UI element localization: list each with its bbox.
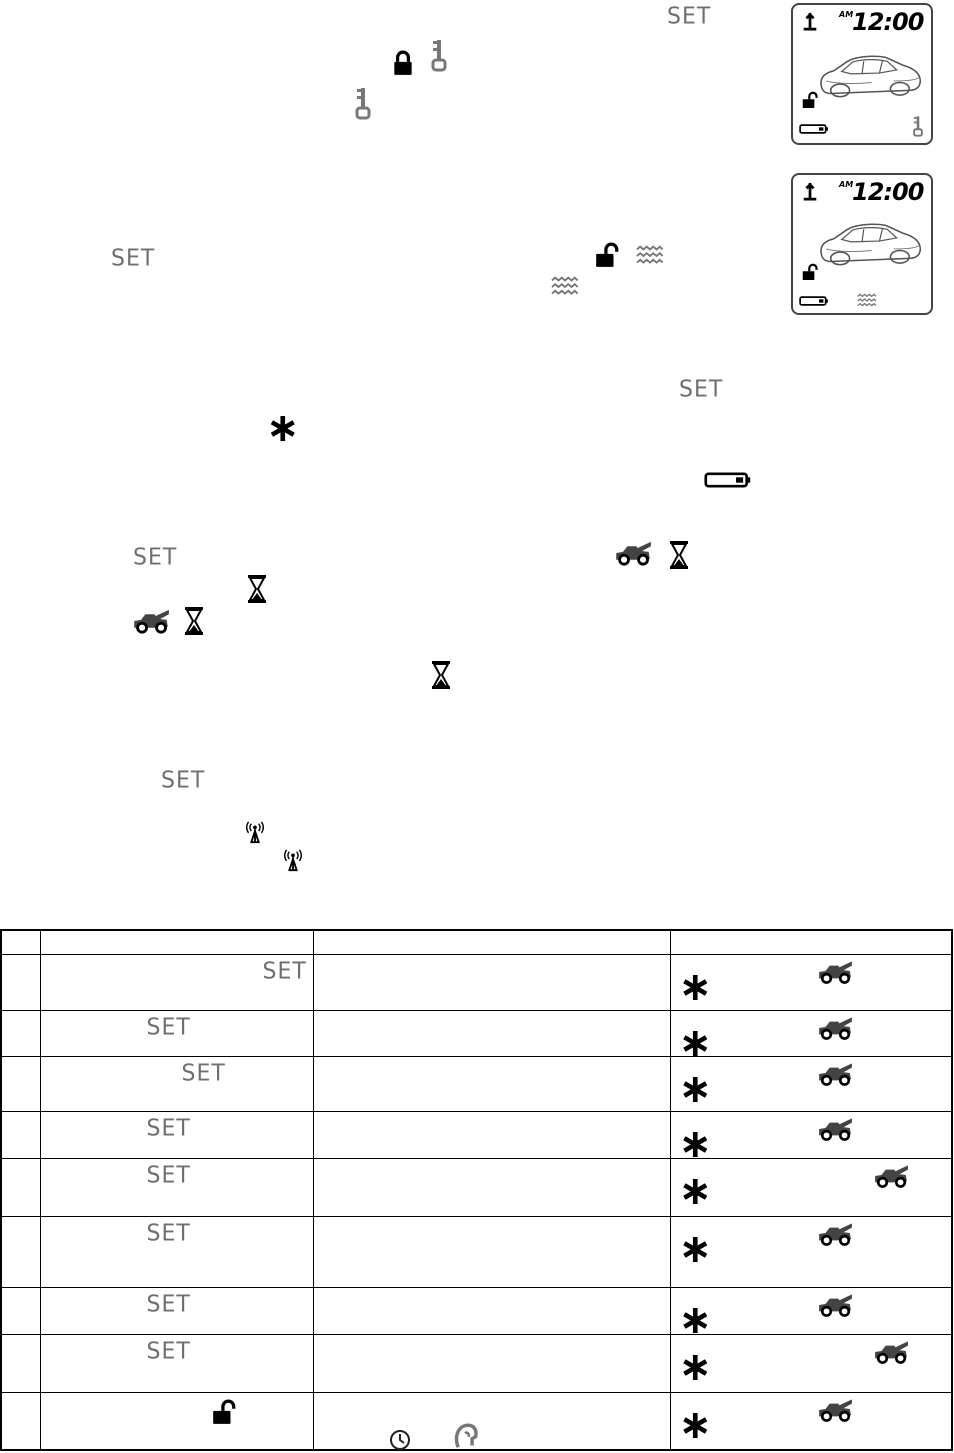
table-row [1,1158,952,1216]
battery-icon [704,470,752,490]
car-outline-icon [815,47,925,107]
table-cell [40,1334,313,1392]
joystick-icon [801,181,819,201]
table-cell [670,954,952,1010]
set-label: SET [262,957,307,985]
car-hood-icon [614,540,652,566]
table-cell [670,1158,952,1216]
table-cell [1,1010,40,1056]
set-label: SET [146,1161,191,1189]
table-row [1,954,952,1010]
table-cell [1,1216,40,1287]
car-hood-icon [817,1015,853,1041]
shock-sensor-waves-icon [636,245,664,267]
antenna-signal-icon [282,848,304,872]
set-label: SET [146,1219,191,1247]
set-label: SET [111,245,156,272]
asterisk-icon: ∗ [678,1225,713,1272]
car-hood-icon [873,1339,909,1365]
table-cell [1,1287,40,1334]
asterisk-icon: ∗ [678,1167,713,1214]
asterisk-icon: ∗ [678,1401,713,1448]
table-cell [40,1158,313,1216]
table-cell [313,1010,670,1056]
car-hood-icon [873,1163,909,1189]
set-label: SET [161,767,206,794]
table-cell [40,1111,313,1158]
car-hood-icon [817,1061,853,1087]
locked-padlock-icon [392,50,414,76]
key-icon [913,115,923,137]
unlocked-padlock-icon [595,242,619,268]
hourglass-icon [431,660,451,690]
table-cell [670,1111,952,1167]
shock-sensor-waves-icon [857,293,877,309]
car-hood-icon [817,1292,853,1318]
table-cell [313,1216,670,1287]
clock-icon [389,1429,411,1451]
set-label: SET [146,1114,191,1142]
table-cell [40,1010,313,1056]
table-row [1,1056,952,1111]
asterisk-icon: ∗ [678,1120,713,1167]
table-cell [40,1216,313,1287]
table-cell [1,930,40,954]
asterisk-icon: ∗ [678,1343,713,1390]
key-icon [431,38,447,72]
table-cell [670,930,952,954]
table-cell [1,1111,40,1158]
set-label: SET [679,376,724,403]
table-cell [670,1010,952,1066]
battery-icon [799,295,829,307]
hourglass-icon [247,574,267,604]
remote-lcd-display [791,173,933,315]
asterisk-icon: ∗ [678,963,713,1010]
hourglass-icon [184,606,204,636]
settings-table [0,929,953,1451]
set-label: SET [133,544,178,571]
joystick-icon [801,11,819,31]
table-cell [313,1287,670,1334]
table-cell [1,1158,40,1216]
battery-icon [799,123,829,135]
shock-sensor-waves-icon [551,276,579,298]
asterisk-icon: ∗ [678,1065,713,1112]
set-label: SET [181,1059,226,1087]
table-cell [670,1392,952,1450]
asterisk-icon: ∗ [678,1296,713,1343]
table-cell [670,1334,952,1392]
car-hood-icon [132,608,170,634]
car-hood-icon [817,1221,853,1247]
table-cell [670,1056,952,1111]
car-hood-icon [817,1116,853,1142]
car-outline-icon [815,215,925,275]
remote-lcd-display [791,3,933,145]
asterisk-icon: ∗ [678,1019,713,1066]
table-row [1,1334,952,1392]
ampm-indicator: AM [839,180,854,189]
table-cell [1,954,40,1010]
set-label: SET [146,1337,191,1365]
table-cell [1,1056,40,1111]
table-cell [313,1392,670,1450]
key-icon [355,86,371,120]
table-cell [40,954,313,1010]
table-cell [313,1056,670,1111]
table-cell [313,930,670,954]
head-profile-icon [451,1423,481,1449]
table-row [1,1111,952,1158]
table-cell [40,1392,313,1450]
antenna-signal-icon [244,820,266,844]
ampm-indicator: AM [839,10,854,19]
table-cell [313,954,670,1010]
table-cell [670,1216,952,1287]
set-label: SET [667,3,712,30]
asterisk-icon: ∗ [266,405,300,451]
table-cell [40,930,313,954]
table-cell [1,1334,40,1392]
clock-display: 12:00 [852,8,924,36]
hourglass-icon [669,540,689,570]
table-cell [313,1111,670,1158]
table-cell [1,1392,40,1450]
set-label: SET [146,1290,191,1318]
clock-display: 12:00 [852,178,924,206]
table-cell [40,1287,313,1334]
table-cell [40,1056,313,1111]
table-row [1,1010,952,1056]
table-cell [313,1334,670,1392]
car-hood-icon [817,1397,853,1423]
table-cell [313,1158,670,1216]
car-hood-icon [817,959,853,985]
set-label: SET [146,1013,191,1041]
table-row [1,1216,952,1287]
unlocked-padlock-icon [212,1399,236,1425]
table-header-row [1,930,952,954]
unlocked-padlock-icon [802,91,818,109]
unlocked-padlock-icon [802,263,818,281]
table-cell [670,1287,952,1343]
table-row [1,1287,952,1334]
table-row [1,1392,952,1450]
